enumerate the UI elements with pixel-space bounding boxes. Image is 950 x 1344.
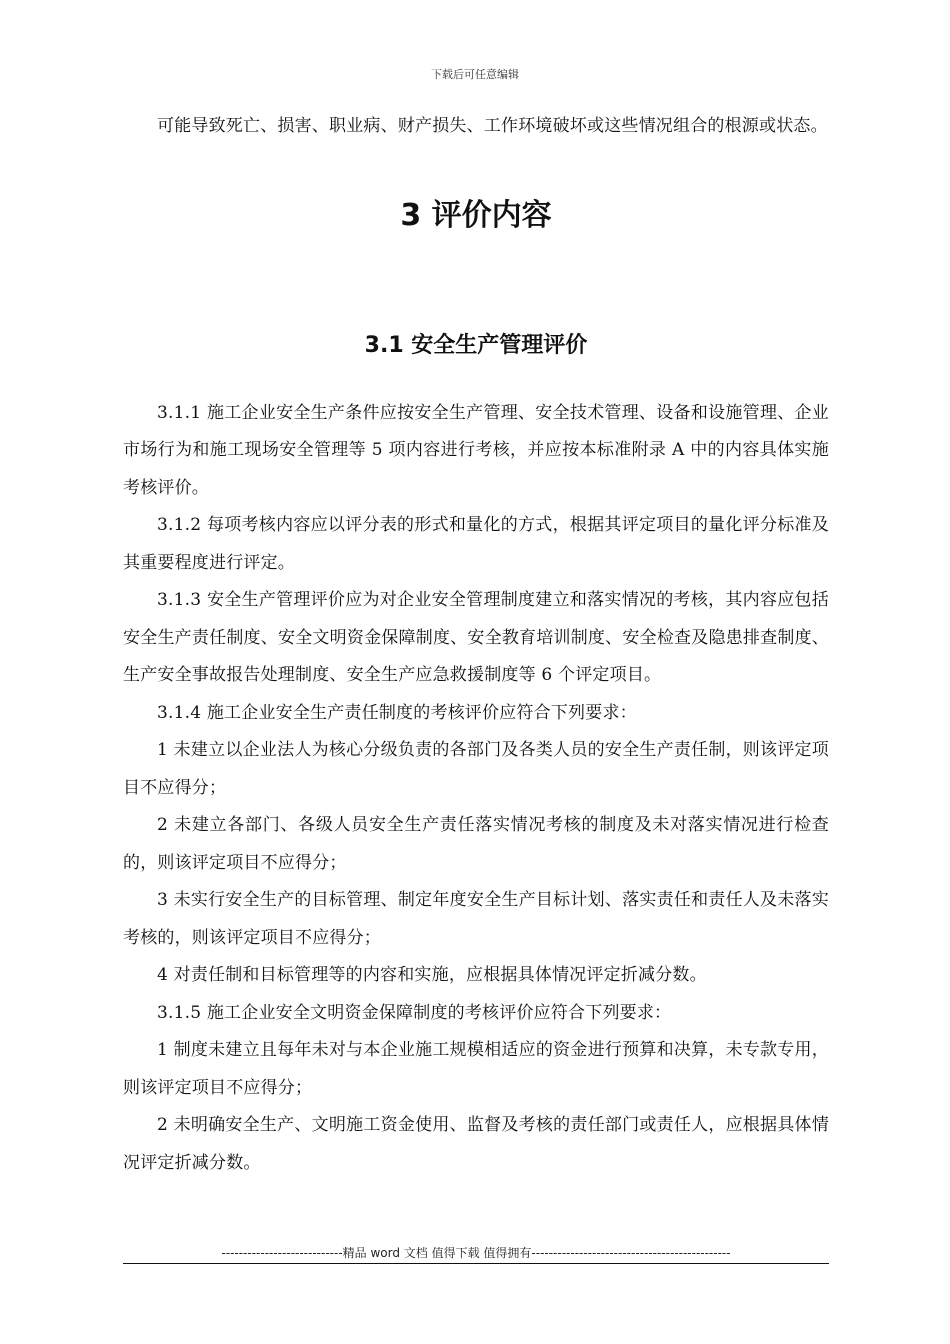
list-item-3-1-4-3: 3 未实行安全生产的目标管理、制定年度安全生产目标计划、落实责任和责任人及未落实考核的，则该评定项目不应得分；: [123, 890, 829, 948]
document-body: [123, 108, 829, 1182]
paragraph-3-1-2: 3.1.2 每项考核内容应以评分表的形式和量化的方式，根据其评定项目的量化评分标准及其重要程度进行评定。: [123, 515, 829, 573]
spacer: [123, 366, 829, 395]
list-item-3-1-5-1: 1 制度未建立且每年未对与本企业施工规模相适应的资金进行预算和决算，未专款专用，则该评定项目不应得分；: [123, 1040, 829, 1098]
list-item-3-1-4-1: 1 未建立以企业法人为核心分级负责的各部门及各类人员的安全生产责任制，则该评定项目不应得分；: [123, 740, 829, 798]
intro-paragraph: 可能导致死亡、损害、职业病、财产损失、工作环境破坏或这些情况组合的根源或状态。: [157, 116, 828, 136]
page-footer-text: ----------------------------精品 word 文档 值得下载 值得拥有----------------------------------------------: [221, 1246, 731, 1260]
spacer: [123, 146, 829, 186]
page-header-note: 下载后可任意编辑: [431, 68, 519, 81]
spacer: [123, 246, 829, 326]
list-item-3-1-4-2: 2 未建立各部门、各级人员安全生产责任落实情况考核的制度及未对落实情况进行检查的，则该评定项目不应得分；: [123, 815, 829, 873]
footer-divider: [123, 1263, 829, 1264]
paragraph-3-1-3: 3.1.3 安全生产管理评价应为对企业安全管理制度建立和落实情况的考核，其内容应包括安全生产责任制度、安全文明资金保障制度、安全教育培训制度、安全检查及隐患排查制度、生产安全事故报告处理制度、安全生产应急救援制度等 6 个评定项目。: [123, 590, 829, 685]
chapter-title: 3 评价内容: [400, 197, 552, 233]
list-item-3-1-4-4: 4 对责任制和目标管理等的内容和实施，应根据具体情况评定折减分数。: [157, 965, 707, 985]
paragraph-3-1-5: 3.1.5 施工企业安全文明资金保障制度的考核评价应符合下列要求：: [157, 1002, 672, 1023]
paragraph-3-1-1: 3.1.1 施工企业安全生产条件应按安全生产管理、安全技术管理、设备和设施管理、企业市场行为和施工现场安全管理等 5 项内容进行考核，并应按本标准附录 A 中的内容具体实施考核评价。: [123, 402, 829, 498]
section-title: 3.1 安全生产管理评价: [364, 332, 588, 358]
paragraph-3-1-4: 3.1.4 施工企业安全生产责任制度的考核评价应符合下列要求：: [157, 702, 637, 723]
list-item-3-1-5-2: 2 未明确安全生产、文明施工资金使用、监督及考核的责任部门或责任人，应根据具体情况评定折减分数。: [123, 1115, 829, 1173]
